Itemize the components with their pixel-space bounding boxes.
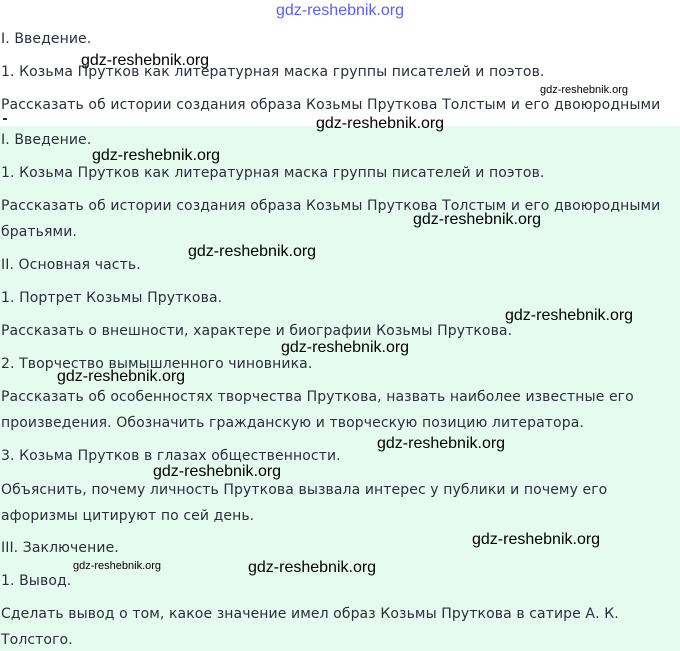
text-line-13: афоризмы цитируют по сей день.	[1, 508, 255, 524]
text-line-14: III. Заключение.	[1, 540, 119, 556]
watermark: gdz-reshebnik.org	[57, 368, 186, 385]
text-line-5: II. Основная часть.	[1, 257, 141, 273]
text-line-8: 2. Творчество вымышленного чиновника.	[1, 356, 313, 372]
text-line-9: Рассказать об особенностях творчества Пруткова, назвать наиболее известные его	[1, 389, 634, 405]
text-line-16: Сделать вывод о том, какое значение имел образ Козьмы Пруткова в сатире А. К.	[1, 606, 619, 622]
text-line-7: Рассказать о внешности, характере и биографии Козьмы Пруткова.	[1, 323, 513, 339]
watermark: gdz-reshebnik.org	[248, 559, 377, 576]
text-line-11: 3. Козьма Прутков в глазах общественности.	[1, 448, 341, 464]
cut-off-glyph	[3, 118, 7, 120]
watermark: gdz-reshebnik.org	[188, 243, 317, 260]
text-line-10: произведения. Обозначить гражданскую и творческую позицию литератора.	[1, 415, 584, 431]
top-line-3: Рассказать об истории создания образа Козьмы Пруткова Толстым и его двоюродными	[1, 97, 661, 113]
top-line-1: I. Введение.	[1, 31, 92, 47]
watermark: gdz-reshebnik.org	[153, 463, 282, 480]
watermark: gdz-reshebnik.org	[316, 115, 445, 132]
watermark: gdz-reshebnik.org	[73, 560, 162, 572]
text-line-6: 1. Портрет Козьмы Пруткова.	[1, 290, 223, 306]
text-line-3: Рассказать об истории создания образа Козьмы Пруткова Толстым и его двоюродными	[1, 198, 661, 214]
watermark: gdz-reshebnik.org	[81, 52, 210, 69]
top-line-2: 1. Козьма Прутков как литературная маска группы писателей и поэтов.	[1, 64, 545, 80]
watermark: gdz-reshebnik.org	[413, 211, 542, 228]
watermark: gdz-reshebnik.org	[92, 147, 221, 164]
header-watermark: gdz-reshebnik.org	[275, 2, 405, 19]
text-line-12: Объяснить, почему личность Пруткова вызвала интерес у публики и почему его	[1, 482, 608, 498]
text-line-1: I. Введение.	[1, 132, 92, 148]
text-line-4: братьями.	[1, 224, 77, 240]
text-line-2: 1. Козьма Прутков как литературная маска группы писателей и поэтов.	[1, 165, 545, 181]
watermark: gdz-reshebnik.org	[377, 435, 506, 452]
watermark: gdz-reshebnik.org	[472, 531, 601, 548]
watermark: gdz-reshebnik.org	[281, 339, 410, 356]
text-line-15: 1. Вывод.	[1, 573, 72, 589]
watermark: gdz-reshebnik.org	[540, 84, 629, 96]
text-line-17: Толстого.	[1, 632, 73, 648]
watermark: gdz-reshebnik.org	[505, 307, 634, 324]
